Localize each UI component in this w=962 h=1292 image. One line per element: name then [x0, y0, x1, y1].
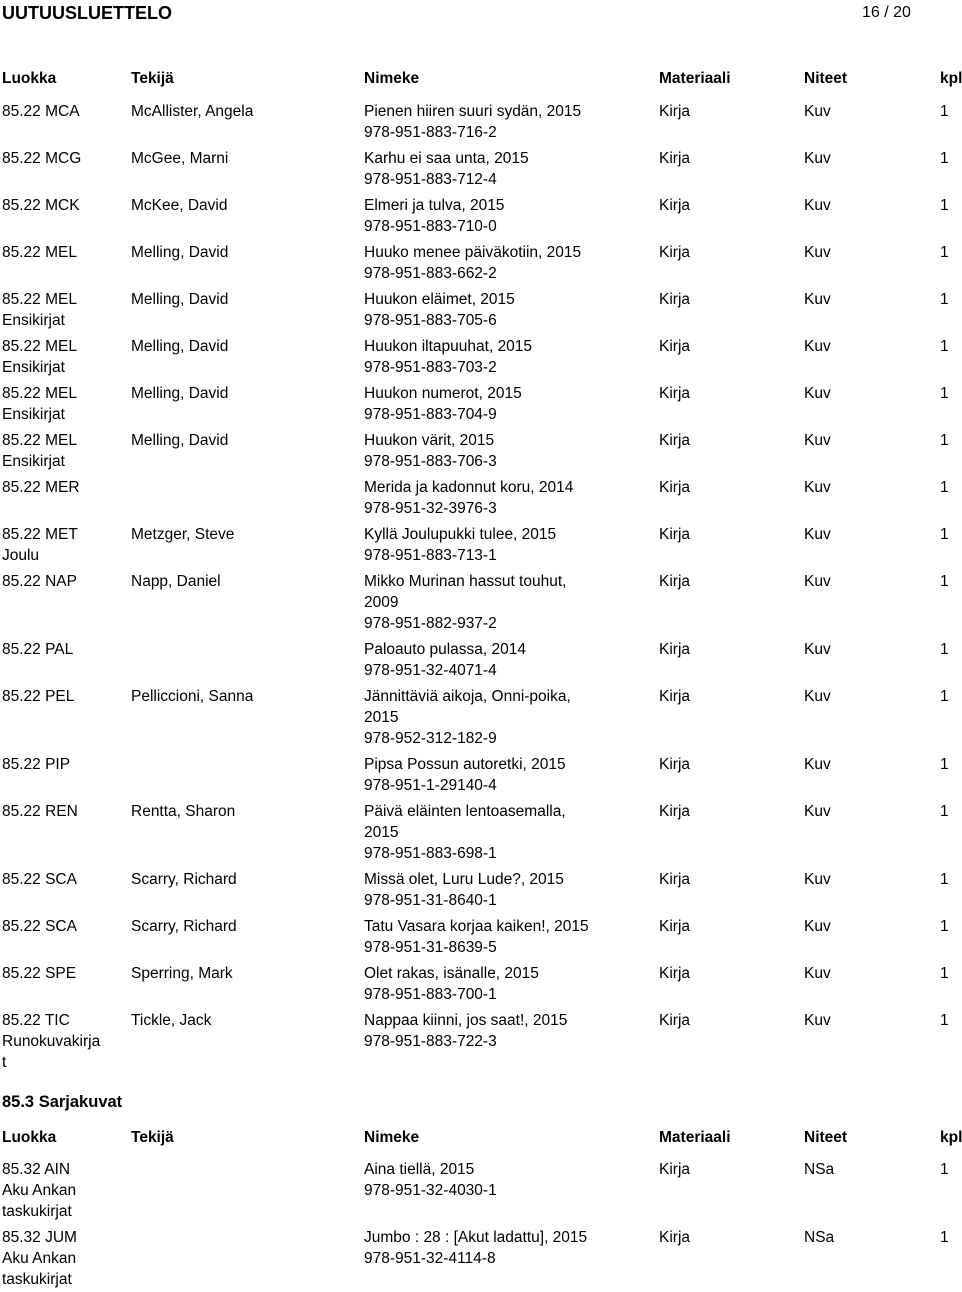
cell-niteet: Kuv: [804, 756, 831, 773]
cell-luokka: 85.22 MCA: [2, 103, 80, 120]
cell-luokka: taskukirjat: [2, 1271, 72, 1288]
cell-nimeke: Huuko menee päiväkotiin, 2015: [364, 244, 582, 261]
cell-nimeke: 978-951-883-700-1: [364, 986, 497, 1003]
page-separator: /: [884, 4, 889, 21]
cell-luokka: Aku Ankan: [2, 1182, 77, 1199]
cell-materiaali: Kirja: [659, 526, 691, 543]
cell-luokka: Ensikirjat: [2, 453, 65, 470]
cell-nimeke: 978-951-882-937-2: [364, 615, 497, 632]
cell-kpl: 1: [940, 197, 949, 214]
cell-nimeke: 978-951-883-662-2: [364, 265, 497, 282]
cell-nimeke: 978-951-32-3976-3: [364, 500, 497, 517]
cell-luokka: 85.22 REN: [2, 803, 78, 820]
cell-niteet: Kuv: [804, 291, 831, 308]
cell-kpl: 1: [940, 1229, 949, 1246]
cell-tekija: McAllister, Angela: [131, 103, 254, 120]
cell-nimeke: Jännittäviä aikoja, Onni-poika,: [364, 688, 571, 705]
cell-nimeke: Merida ja kadonnut koru, 2014: [364, 479, 574, 496]
cell-tekija: Scarry, Richard: [131, 871, 237, 888]
cell-materiaali: Kirja: [659, 1161, 691, 1178]
cell-materiaali: Kirja: [659, 1229, 691, 1246]
cell-niteet: Kuv: [804, 526, 831, 543]
cell-tekija: Melling, David: [131, 385, 229, 402]
cell-tekija: Melling, David: [131, 244, 229, 261]
page-number: [862, 2, 911, 24]
cell-nimeke: 978-951-883-704-9: [364, 406, 497, 423]
page-current: 16: [862, 4, 880, 21]
cell-luokka: t: [2, 1054, 7, 1071]
cell-niteet: NSa: [804, 1229, 835, 1246]
cell-nimeke: Päivä eläinten lentoasemalla,: [364, 803, 566, 820]
cell-materiaali: Kirja: [659, 756, 691, 773]
cell-luokka: Runokuvakirja: [2, 1033, 101, 1050]
cell-kpl: 1: [940, 965, 949, 982]
cell-nimeke: Olet rakas, isänalle, 2015: [364, 965, 539, 982]
header-nimeke: Nimeke: [364, 70, 420, 87]
cell-tekija: Scarry, Richard: [131, 918, 237, 935]
cell-nimeke: 2015: [364, 824, 399, 841]
header-materiaali: Materiaali: [659, 70, 731, 87]
cell-luokka: 85.22 MET: [2, 526, 78, 543]
cell-nimeke: Pienen hiiren suuri sydän, 2015: [364, 103, 582, 120]
cell-niteet: Kuv: [804, 385, 831, 402]
cell-materiaali: Kirja: [659, 918, 691, 935]
header-luokka: Luokka: [2, 1129, 57, 1146]
cell-materiaali: Kirja: [659, 338, 691, 355]
cell-niteet: Kuv: [804, 573, 831, 590]
cell-nimeke: 978-951-883-716-2: [364, 124, 497, 141]
cell-kpl: 1: [940, 432, 949, 449]
cell-luokka: 85.32 JUM: [2, 1229, 77, 1246]
cell-luokka: 85.22 MEL: [2, 338, 77, 355]
cell-nimeke: Nappaa kiinni, jos saat!, 2015: [364, 1012, 568, 1029]
cell-niteet: Kuv: [804, 688, 831, 705]
cell-niteet: Kuv: [804, 150, 831, 167]
cell-niteet: Kuv: [804, 918, 831, 935]
cell-nimeke: Missä olet, Luru Lude?, 2015: [364, 871, 564, 888]
cell-nimeke: Paloauto pulassa, 2014: [364, 641, 527, 658]
cell-tekija: McGee, Marni: [131, 150, 229, 167]
header-kpl: kpl: [940, 1129, 962, 1146]
cell-tekija: Melling, David: [131, 432, 229, 449]
cell-tekija: Melling, David: [131, 291, 229, 308]
cell-materiaali: Kirja: [659, 871, 691, 888]
header-kpl: kpl: [940, 70, 962, 87]
header-tekija: Tekijä: [131, 1129, 174, 1146]
cell-kpl: 1: [940, 1012, 949, 1029]
cell-nimeke: Elmeri ja tulva, 2015: [364, 197, 505, 214]
cell-nimeke: Huukon värit, 2015: [364, 432, 495, 449]
header-tekija: Tekijä: [131, 70, 174, 87]
cell-kpl: 1: [940, 526, 949, 543]
cell-materiaali: Kirja: [659, 197, 691, 214]
header-nimeke: Nimeke: [364, 1129, 420, 1146]
cell-kpl: 1: [940, 1161, 949, 1178]
cell-luokka: Joulu: [2, 547, 40, 564]
cell-niteet: Kuv: [804, 103, 831, 120]
cell-nimeke: Huukon iltapuuhat, 2015: [364, 338, 533, 355]
cell-materiaali: Kirja: [659, 641, 691, 658]
cell-materiaali: Kirja: [659, 803, 691, 820]
cell-materiaali: Kirja: [659, 291, 691, 308]
cell-materiaali: Kirja: [659, 479, 691, 496]
cell-luokka: Ensikirjat: [2, 312, 65, 329]
cell-niteet: Kuv: [804, 641, 831, 658]
cell-luokka: taskukirjat: [2, 1203, 72, 1220]
cell-nimeke: 978-951-883-722-3: [364, 1033, 497, 1050]
cell-nimeke: Kyllä Joulupukki tulee, 2015: [364, 526, 557, 543]
cell-kpl: 1: [940, 103, 949, 120]
cell-tekija: Metzger, Steve: [131, 526, 235, 543]
cell-kpl: 1: [940, 479, 949, 496]
cell-niteet: Kuv: [804, 871, 831, 888]
cell-nimeke: 978-951-883-703-2: [364, 359, 497, 376]
cell-nimeke: Huukon eläimet, 2015: [364, 291, 515, 308]
cell-materiaali: Kirja: [659, 385, 691, 402]
cell-nimeke: 978-951-883-710-0: [364, 218, 497, 235]
header-materiaali: Materiaali: [659, 1129, 731, 1146]
cell-luokka: Ensikirjat: [2, 359, 65, 376]
cell-niteet: Kuv: [804, 432, 831, 449]
cell-luokka: 85.22 NAP: [2, 573, 77, 590]
cell-materiaali: Kirja: [659, 244, 691, 261]
cell-materiaali: Kirja: [659, 1012, 691, 1029]
cell-luokka: 85.22 SCA: [2, 918, 77, 935]
cell-luokka: 85.22 MER: [2, 479, 80, 496]
cell-nimeke: Jumbo : 28 : [Akut ladattu], 2015: [364, 1229, 588, 1246]
cell-materiaali: Kirja: [659, 150, 691, 167]
cell-nimeke: 2015: [364, 709, 399, 726]
cell-nimeke: Huukon numerot, 2015: [364, 385, 522, 402]
cell-niteet: Kuv: [804, 244, 831, 261]
cell-kpl: 1: [940, 918, 949, 935]
cell-kpl: 1: [940, 338, 949, 355]
cell-kpl: 1: [940, 688, 949, 705]
cell-luokka: 85.22 TIC: [2, 1012, 70, 1029]
cell-kpl: 1: [940, 641, 949, 658]
cell-nimeke: 978-951-32-4114-8: [364, 1250, 496, 1267]
cell-nimeke: 978-951-1-29140-4: [364, 777, 497, 794]
cell-nimeke: 978-951-883-706-3: [364, 453, 497, 470]
cell-kpl: 1: [940, 291, 949, 308]
header-luokka: Luokka: [2, 70, 57, 87]
cell-nimeke: 978-951-883-712-4: [364, 171, 497, 188]
header-niteet: Niteet: [804, 1129, 848, 1146]
cell-materiaali: Kirja: [659, 432, 691, 449]
cell-nimeke: 2009: [364, 594, 399, 611]
cell-tekija: Napp, Daniel: [131, 573, 221, 590]
cell-nimeke: Mikko Murinan hassut touhut,: [364, 573, 567, 590]
cell-kpl: 1: [940, 244, 949, 261]
cell-niteet: Kuv: [804, 338, 831, 355]
cell-luokka: Ensikirjat: [2, 406, 65, 423]
cell-nimeke: 978-951-883-713-1: [364, 547, 497, 564]
cell-luokka: 85.22 PIP: [2, 756, 71, 773]
cell-niteet: NSa: [804, 1161, 835, 1178]
cell-luokka: 85.22 SCA: [2, 871, 77, 888]
cell-kpl: 1: [940, 385, 949, 402]
cell-niteet: Kuv: [804, 965, 831, 982]
cell-luokka: 85.22 MCK: [2, 197, 80, 214]
cell-nimeke: Karhu ei saa unta, 2015: [364, 150, 529, 167]
cell-niteet: Kuv: [804, 803, 831, 820]
cell-tekija: Rentta, Sharon: [131, 803, 236, 820]
cell-nimeke: 978-952-312-182-9: [364, 730, 497, 747]
cell-kpl: 1: [940, 871, 949, 888]
cell-niteet: Kuv: [804, 197, 831, 214]
section-title: 85.3 Sarjakuvat: [2, 1093, 123, 1111]
cell-nimeke: 978-951-31-8639-5: [364, 939, 497, 956]
cell-materiaali: Kirja: [659, 965, 691, 982]
cell-luokka: 85.22 MEL: [2, 432, 77, 449]
cell-luokka: 85.22 PAL: [2, 641, 74, 658]
cell-niteet: Kuv: [804, 1012, 831, 1029]
cell-nimeke: 978-951-31-8640-1: [364, 892, 497, 909]
cell-tekija: Tickle, Jack: [131, 1012, 212, 1029]
cell-tekija: Sperring, Mark: [131, 965, 233, 982]
cell-luokka: 85.22 MEL: [2, 385, 77, 402]
cell-materiaali: Kirja: [659, 103, 691, 120]
cell-luokka: 85.32 AIN: [2, 1161, 71, 1178]
cell-kpl: 1: [940, 150, 949, 167]
cell-nimeke: Pipsa Possun autoretki, 2015: [364, 756, 566, 773]
cell-niteet: Kuv: [804, 479, 831, 496]
header-niteet: Niteet: [804, 70, 848, 87]
cell-nimeke: 978-951-32-4071-4: [364, 662, 497, 679]
document-title: UUTUUSLUETTELO: [2, 3, 172, 23]
cell-luokka: 85.22 MCG: [2, 150, 82, 167]
cell-nimeke: Aina tiellä, 2015: [364, 1161, 475, 1178]
cell-luokka: Aku Ankan: [2, 1250, 77, 1267]
cell-luokka: 85.22 MEL: [2, 291, 77, 308]
cell-luokka: 85.22 SPE: [2, 965, 77, 982]
cell-tekija: Melling, David: [131, 338, 229, 355]
cell-luokka: 85.22 MEL: [2, 244, 77, 261]
page-total: 20: [893, 4, 911, 21]
cell-tekija: Pelliccioni, Sanna: [131, 688, 254, 705]
cell-tekija: McKee, David: [131, 197, 228, 214]
cell-kpl: 1: [940, 803, 949, 820]
cell-kpl: 1: [940, 573, 949, 590]
cell-nimeke: 978-951-32-4030-1: [364, 1182, 497, 1199]
cell-nimeke: 978-951-883-705-6: [364, 312, 497, 329]
cell-materiaali: Kirja: [659, 688, 691, 705]
cell-luokka: 85.22 PEL: [2, 688, 75, 705]
cell-kpl: 1: [940, 756, 949, 773]
cell-nimeke: Tatu Vasara korjaa kaiken!, 2015: [364, 918, 589, 935]
cell-materiaali: Kirja: [659, 573, 691, 590]
cell-nimeke: 978-951-883-698-1: [364, 845, 497, 862]
